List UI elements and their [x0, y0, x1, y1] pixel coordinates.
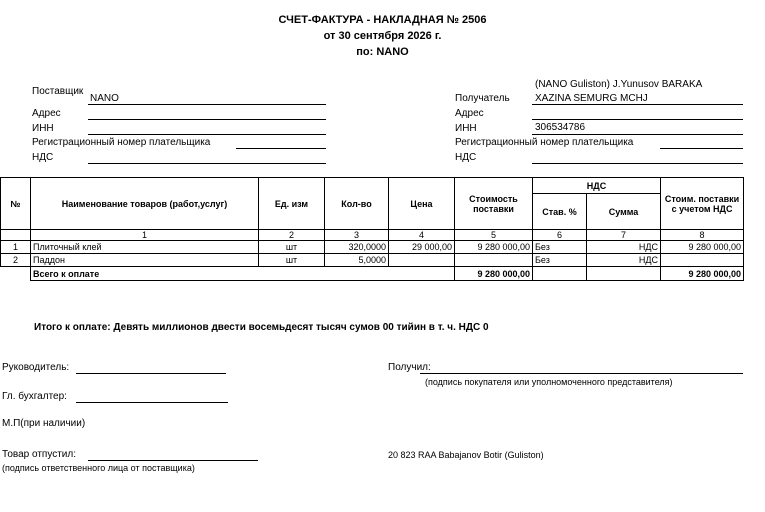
header-qty: Кол-во	[325, 178, 389, 230]
total-cost: 9 280 000,00	[455, 267, 533, 281]
document-title: СЧЕТ-ФАКТУРА - НАКЛАДНАЯ № 2506	[278, 14, 487, 26]
supplier-underline	[88, 104, 326, 105]
recipient-nds-label: НДС	[455, 152, 477, 163]
total-empty-rate	[533, 267, 587, 281]
supplier-address-line	[88, 119, 326, 120]
total-row	[1, 267, 744, 281]
supplier-reg-label: Регистрационный номер плательщика	[32, 137, 211, 148]
items-table	[0, 177, 744, 281]
row-vat-sum: НДС	[587, 241, 661, 254]
received-note: (подпись покупателя или уполномоченного представителя)	[425, 377, 673, 387]
row-cost: 9 280 000,00	[455, 241, 533, 254]
document-date: от 30 сентября 2026 г.	[323, 30, 442, 42]
header-vat-sum: Сумма	[587, 194, 661, 230]
row-unit: шт	[259, 254, 325, 267]
recipient-reg-label: Регистрационный номер плательщика	[455, 137, 634, 148]
recipient-value-line2: XAZINA SEMURG MCHJ	[535, 93, 648, 104]
row-price: 29 000,00	[389, 241, 455, 254]
row-name: Паддон	[31, 254, 259, 267]
col-number: 8	[661, 230, 744, 241]
row-qty: 5,0000	[325, 254, 389, 267]
amount-in-words: Итого к оплате: Девять миллионов двести восемьдесят тысяч сумов 00 тийин в т. ч. НДС 0	[34, 322, 489, 333]
recipient-inn-value: 306534786	[535, 122, 586, 133]
row-num: 2	[1, 254, 31, 267]
stamp-label: М.П(при наличии)	[2, 418, 86, 429]
col-number: 3	[325, 230, 389, 241]
col-number: 6	[533, 230, 587, 241]
proxy-note: 20 823 RAA Babajanov Botir (Guliston)	[388, 450, 544, 460]
recipient-nds-line	[532, 163, 743, 164]
recipient-inn-line	[532, 134, 743, 135]
col-number: 7	[587, 230, 661, 241]
manager-label: Руководитель:	[2, 362, 70, 373]
total-empty-num	[1, 267, 31, 281]
total-with-vat: 9 280 000,00	[661, 267, 744, 281]
row-total: 9 280 000,00	[661, 241, 744, 254]
supplier-nds-line	[88, 163, 326, 164]
recipient-inn-label: ИНН	[455, 123, 477, 134]
accountant-label: Гл. бухгалтер:	[2, 391, 67, 402]
document-contract: по: NANO	[356, 46, 409, 58]
col-number-empty	[1, 230, 31, 241]
col-number: 1	[31, 230, 259, 241]
header-unit: Ед. изм	[259, 178, 325, 230]
released-sign-line	[88, 460, 258, 461]
header-vat-rate: Став. %	[533, 194, 587, 230]
col-number: 4	[389, 230, 455, 241]
supplier-value: NANO	[90, 93, 119, 104]
row-vat-rate: Без	[533, 241, 587, 254]
received-label: Получил:	[388, 362, 431, 373]
header-name: Наименование товаров (работ,услуг)	[31, 178, 259, 230]
supplier-inn-line	[88, 134, 326, 135]
supplier-inn-label: ИНН	[32, 123, 54, 134]
total-label: Всего к оплате	[31, 267, 455, 281]
row-name: Плиточный клей	[31, 241, 259, 254]
row-unit: шт	[259, 241, 325, 254]
header-vat-group: НДС	[533, 178, 661, 194]
manager-sign-line	[76, 373, 226, 374]
row-price	[389, 254, 455, 267]
released-note: (подпись ответственного лица от поставщика)	[2, 463, 195, 473]
supplier-address-label: Адрес	[32, 108, 61, 119]
supplier-reg-line	[236, 148, 326, 149]
table-row	[1, 241, 744, 254]
recipient-reg-line	[660, 148, 743, 149]
row-num: 1	[1, 241, 31, 254]
recipient-underline	[532, 104, 743, 105]
recipient-label: Получатель	[455, 93, 510, 104]
received-sign-line	[420, 373, 743, 374]
row-vat-sum: НДС	[587, 254, 661, 267]
column-numbers-row	[1, 230, 744, 241]
row-qty: 320,0000	[325, 241, 389, 254]
supplier-nds-label: НДС	[32, 152, 54, 163]
supplier-label: Поставщик	[32, 86, 84, 97]
header-num: №	[1, 178, 31, 230]
table-row	[1, 254, 744, 267]
header-cost: Стоимость поставки	[455, 178, 533, 230]
total-empty-sum	[587, 267, 661, 281]
row-vat-rate: Без	[533, 254, 587, 267]
header-total: Стоим. поставки с учетом НДС	[661, 178, 744, 230]
recipient-value-line1: (NANO Guliston) J.Yunusov BARAKA	[535, 79, 703, 90]
recipient-address-line	[532, 119, 743, 120]
col-number: 2	[259, 230, 325, 241]
recipient-address-label: Адрес	[455, 108, 484, 119]
row-total	[661, 254, 744, 267]
header-price: Цена	[389, 178, 455, 230]
released-label: Товар отпустил:	[2, 449, 76, 460]
row-cost	[455, 254, 533, 267]
col-number: 5	[455, 230, 533, 241]
accountant-sign-line	[76, 402, 228, 403]
